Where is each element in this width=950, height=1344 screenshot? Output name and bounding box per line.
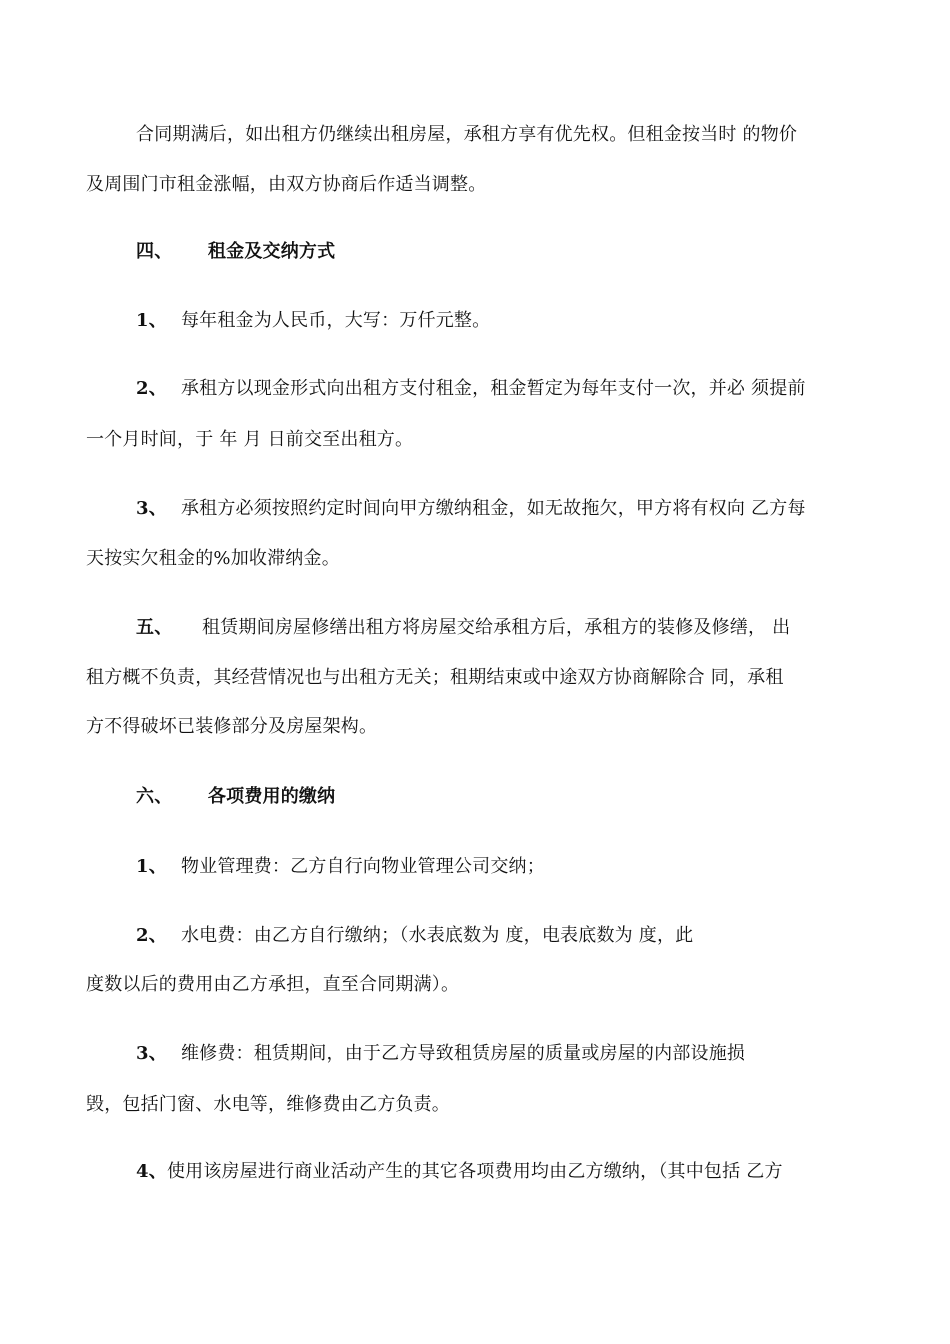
item-number: 2、 xyxy=(136,378,167,399)
item-text: 水电费：由乙方自行缴纳；（水表底数为 度，电表底数为 度，此 xyxy=(180,925,694,946)
paragraph-text: 合同期满后，如出租方仍继续出租房屋，承租方享有优先权。但租金按当时 的物价 xyxy=(136,124,798,145)
item-text: 承租方必须按照约定时间向甲方缴纳租金，如无故拖欠，甲方将有权向 乙方每 xyxy=(180,498,806,519)
paragraph-line xyxy=(86,715,377,739)
item-text: 每年租金为人民币，大写：万仟元整。 xyxy=(180,310,491,331)
paragraph-line xyxy=(86,666,784,690)
section-text-continued: 租方概不负责，其经营情况也与出租方无关；租期结束或中途双方协商解除合 同，承租 xyxy=(86,667,784,688)
item-number: 4、 xyxy=(136,1161,167,1182)
paragraph-line xyxy=(86,547,340,571)
item-text: 承租方以现金形式向出租方支付租金，租金暂定为每年支付一次，并必 须提前 xyxy=(180,378,806,399)
item-text-continued: 毁，包括门窗、水电等，维修费由乙方负责。 xyxy=(86,1094,450,1115)
paragraph-text: 及周围门市租金涨幅，由双方协商后作适当调整。 xyxy=(86,174,487,195)
section-heading xyxy=(136,240,335,264)
item-number: 3、 xyxy=(136,498,167,519)
section-number: 四、 xyxy=(136,241,173,262)
section-heading xyxy=(136,616,790,640)
item-text-continued: 一个月时间，于 年 月 日前交至出租方。 xyxy=(86,429,414,450)
section-heading xyxy=(136,785,335,809)
item-text: 使用该房屋进行商业活动产生的其它各项费用均由乙方缴纳，（其中包括 乙方 xyxy=(166,1161,783,1182)
section-text: 租赁期间房屋修缮出租方将房屋交给承租方后，承租方的装修及修缮， 出 xyxy=(202,617,791,638)
section-title: 各项费用的缴纳 xyxy=(207,786,336,807)
item-number: 1、 xyxy=(136,856,167,877)
section-text-continued: 方不得破坏已装修部分及房屋架构。 xyxy=(86,716,378,737)
paragraph-line xyxy=(86,1093,450,1117)
item-text: 物业管理费：乙方自行向物业管理公司交纳； xyxy=(180,856,545,877)
paragraph-line xyxy=(86,428,413,452)
item-number: 3、 xyxy=(136,1043,167,1064)
list-item xyxy=(136,855,545,879)
list-item xyxy=(136,377,806,401)
item-number: 2、 xyxy=(136,925,167,946)
paragraph-line xyxy=(86,973,459,997)
paragraph-line xyxy=(86,173,486,197)
item-text: 维修费：租赁期间，由于乙方导致租赁房屋的质量或房屋的内部设施损 xyxy=(180,1043,746,1064)
list-item xyxy=(136,497,806,521)
list-item xyxy=(136,309,490,333)
list-item xyxy=(136,1160,783,1184)
list-item xyxy=(136,924,693,948)
item-text-continued: 度数以后的费用由乙方承担，直至合同期满）。 xyxy=(86,974,460,995)
list-item xyxy=(136,1042,745,1066)
item-text-continued: 天按实欠租金的%加收滞纳金。 xyxy=(86,548,340,569)
item-number: 1、 xyxy=(136,310,167,331)
section-number: 六、 xyxy=(136,786,173,807)
section-number: 五、 xyxy=(136,617,173,638)
paragraph-line xyxy=(136,123,874,147)
section-title: 租金及交纳方式 xyxy=(207,241,336,262)
